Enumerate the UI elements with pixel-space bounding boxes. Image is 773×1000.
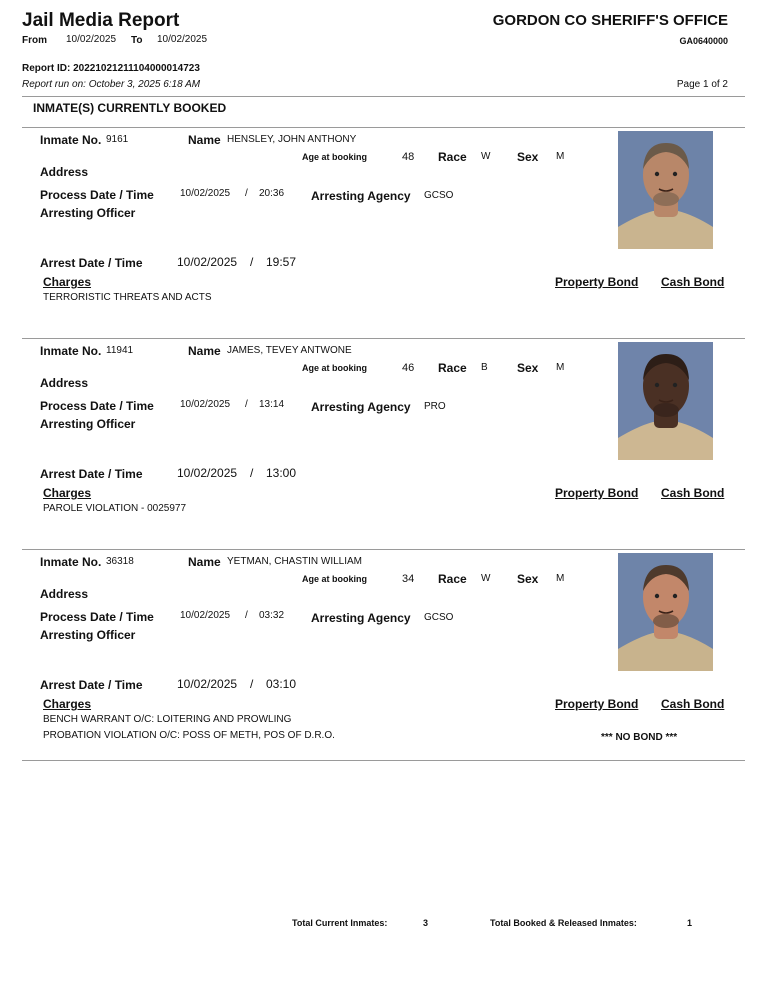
arresting-agency-value: GCSO	[424, 612, 454, 623]
arresting-agency-label: Arresting Agency	[311, 400, 411, 414]
age-label: Age at booking	[302, 363, 367, 373]
name-label: Name	[188, 133, 221, 147]
charge-line: TERRORISTIC THREATS AND ACTS	[43, 292, 212, 303]
address-label: Address	[40, 587, 89, 601]
charge-line: PROBATION VIOLATION O/C: POSS OF METH, POS OF D.R.O.	[43, 730, 335, 741]
process-time-value: 03:32	[259, 610, 285, 621]
cash-bond-heading: Cash Bond	[661, 275, 725, 289]
report-title: Jail Media Report	[22, 10, 180, 31]
process-date-value: 10/02/2025	[180, 610, 231, 621]
arrest-time-value: 03:10	[266, 677, 297, 691]
inmate-no-label: Inmate No.	[40, 555, 102, 569]
booking-photo	[618, 553, 713, 671]
arresting-agency-label: Arresting Agency	[311, 189, 411, 203]
total-booked-released-value: 1	[687, 918, 693, 928]
race-value: W	[481, 151, 491, 162]
process-date-separator: /	[245, 610, 248, 621]
arrest-date-value: 10/02/2025	[177, 255, 238, 269]
process-date-value: 10/02/2025	[180, 188, 231, 199]
office-name: GORDON CO SHERIFF'S OFFICE	[492, 12, 728, 29]
process-time-value: 20:36	[259, 188, 285, 199]
from-label: From	[22, 35, 47, 46]
inmate-no-value: 36318	[106, 556, 134, 567]
age-value: 46	[402, 362, 415, 374]
sex-label: Sex	[517, 572, 539, 586]
booking-photo	[618, 131, 713, 249]
address-label: Address	[40, 165, 89, 179]
booking-photo	[618, 342, 713, 460]
to-date: 10/02/2025	[157, 34, 208, 45]
inmate-name: JAMES, TEVEY ANTWONE	[227, 345, 352, 356]
report-id: Report ID: 20221021211104000014723	[22, 63, 200, 74]
race-label: Race	[438, 572, 467, 586]
total-current-value: 3	[423, 918, 429, 928]
property-bond-heading: Property Bond	[555, 697, 639, 711]
property-bond-heading: Property Bond	[555, 275, 639, 289]
charges-heading: Charges	[43, 697, 92, 711]
page-number: Page 1 of 2	[676, 79, 728, 90]
arresting-officer-label: Arresting Officer	[40, 628, 136, 642]
process-date-separator: /	[245, 188, 248, 199]
inmate-name: HENSLEY, JOHN ANTHONY	[227, 134, 357, 145]
from-date: 10/02/2025	[66, 34, 117, 45]
report-run-on: Report run on: October 3, 2025 6:18 AM	[22, 79, 201, 90]
process-date-label: Process Date / Time	[40, 188, 154, 202]
property-bond-heading: Property Bond	[555, 486, 639, 500]
arrest-date-separator: /	[250, 677, 254, 691]
bond-note: *** NO BOND ***	[601, 732, 678, 743]
age-value: 34	[402, 573, 415, 585]
mugshot-silhouette	[618, 553, 713, 671]
mugshot-silhouette	[618, 131, 713, 249]
arrest-date-label: Arrest Date / Time	[40, 678, 143, 692]
inmate-name: YETMAN, CHASTIN WILLIAM	[227, 556, 363, 567]
race-value: B	[481, 362, 488, 373]
cash-bond-heading: Cash Bond	[661, 486, 725, 500]
process-date-value: 10/02/2025	[180, 399, 231, 410]
inmate-no-label: Inmate No.	[40, 133, 102, 147]
arrest-time-value: 19:57	[266, 255, 297, 269]
inmate-no-label: Inmate No.	[40, 344, 102, 358]
charges-heading: Charges	[43, 275, 92, 289]
arresting-agency-label: Arresting Agency	[311, 611, 411, 625]
name-label: Name	[188, 555, 221, 569]
sex-value: M	[556, 151, 565, 162]
age-label: Age at booking	[302, 152, 367, 162]
charge-line: BENCH WARRANT O/C: LOITERING AND PROWLING	[43, 714, 292, 725]
charges-heading: Charges	[43, 486, 92, 500]
race-label: Race	[438, 150, 467, 164]
age-value: 48	[402, 151, 415, 163]
arrest-date-separator: /	[250, 466, 254, 480]
name-label: Name	[188, 344, 221, 358]
race-label: Race	[438, 361, 467, 375]
inmate-no-value: 9161	[106, 134, 129, 145]
header-divider	[22, 96, 745, 97]
inmate-record	[0, 550, 773, 760]
sex-value: M	[556, 573, 565, 584]
address-label: Address	[40, 376, 89, 390]
arrest-date-separator: /	[250, 255, 254, 269]
process-date-separator: /	[245, 399, 248, 410]
inmate-record	[0, 128, 773, 338]
process-time-value: 13:14	[259, 399, 285, 410]
arrest-date-value: 10/02/2025	[177, 466, 238, 480]
arresting-agency-value: PRO	[424, 401, 446, 412]
arrest-time-value: 13:00	[266, 466, 297, 480]
arrest-date-label: Arrest Date / Time	[40, 467, 143, 481]
section-title: INMATE(S) CURRENTLY BOOKED	[33, 101, 227, 115]
arrest-date-label: Arrest Date / Time	[40, 256, 143, 270]
to-label: To	[131, 35, 143, 46]
sex-label: Sex	[517, 361, 539, 375]
inmate-no-value: 11941	[106, 345, 134, 356]
cash-bond-heading: Cash Bond	[661, 697, 725, 711]
total-current-label: Total Current Inmates:	[292, 918, 388, 928]
process-date-label: Process Date / Time	[40, 399, 154, 413]
arresting-agency-value: GCSO	[424, 190, 454, 201]
charge-line: PAROLE VIOLATION - 0025977	[43, 503, 187, 514]
mugshot-silhouette	[618, 342, 713, 460]
race-value: W	[481, 573, 491, 584]
sex-label: Sex	[517, 150, 539, 164]
record-divider	[22, 760, 745, 761]
arresting-officer-label: Arresting Officer	[40, 206, 136, 220]
age-label: Age at booking	[302, 574, 367, 584]
total-booked-released-label: Total Booked & Released Inmates:	[490, 918, 637, 928]
arrest-date-value: 10/02/2025	[177, 677, 238, 691]
inmate-record	[0, 339, 773, 549]
office-code: GA0640000	[679, 36, 728, 46]
process-date-label: Process Date / Time	[40, 610, 154, 624]
sex-value: M	[556, 362, 565, 373]
arresting-officer-label: Arresting Officer	[40, 417, 136, 431]
